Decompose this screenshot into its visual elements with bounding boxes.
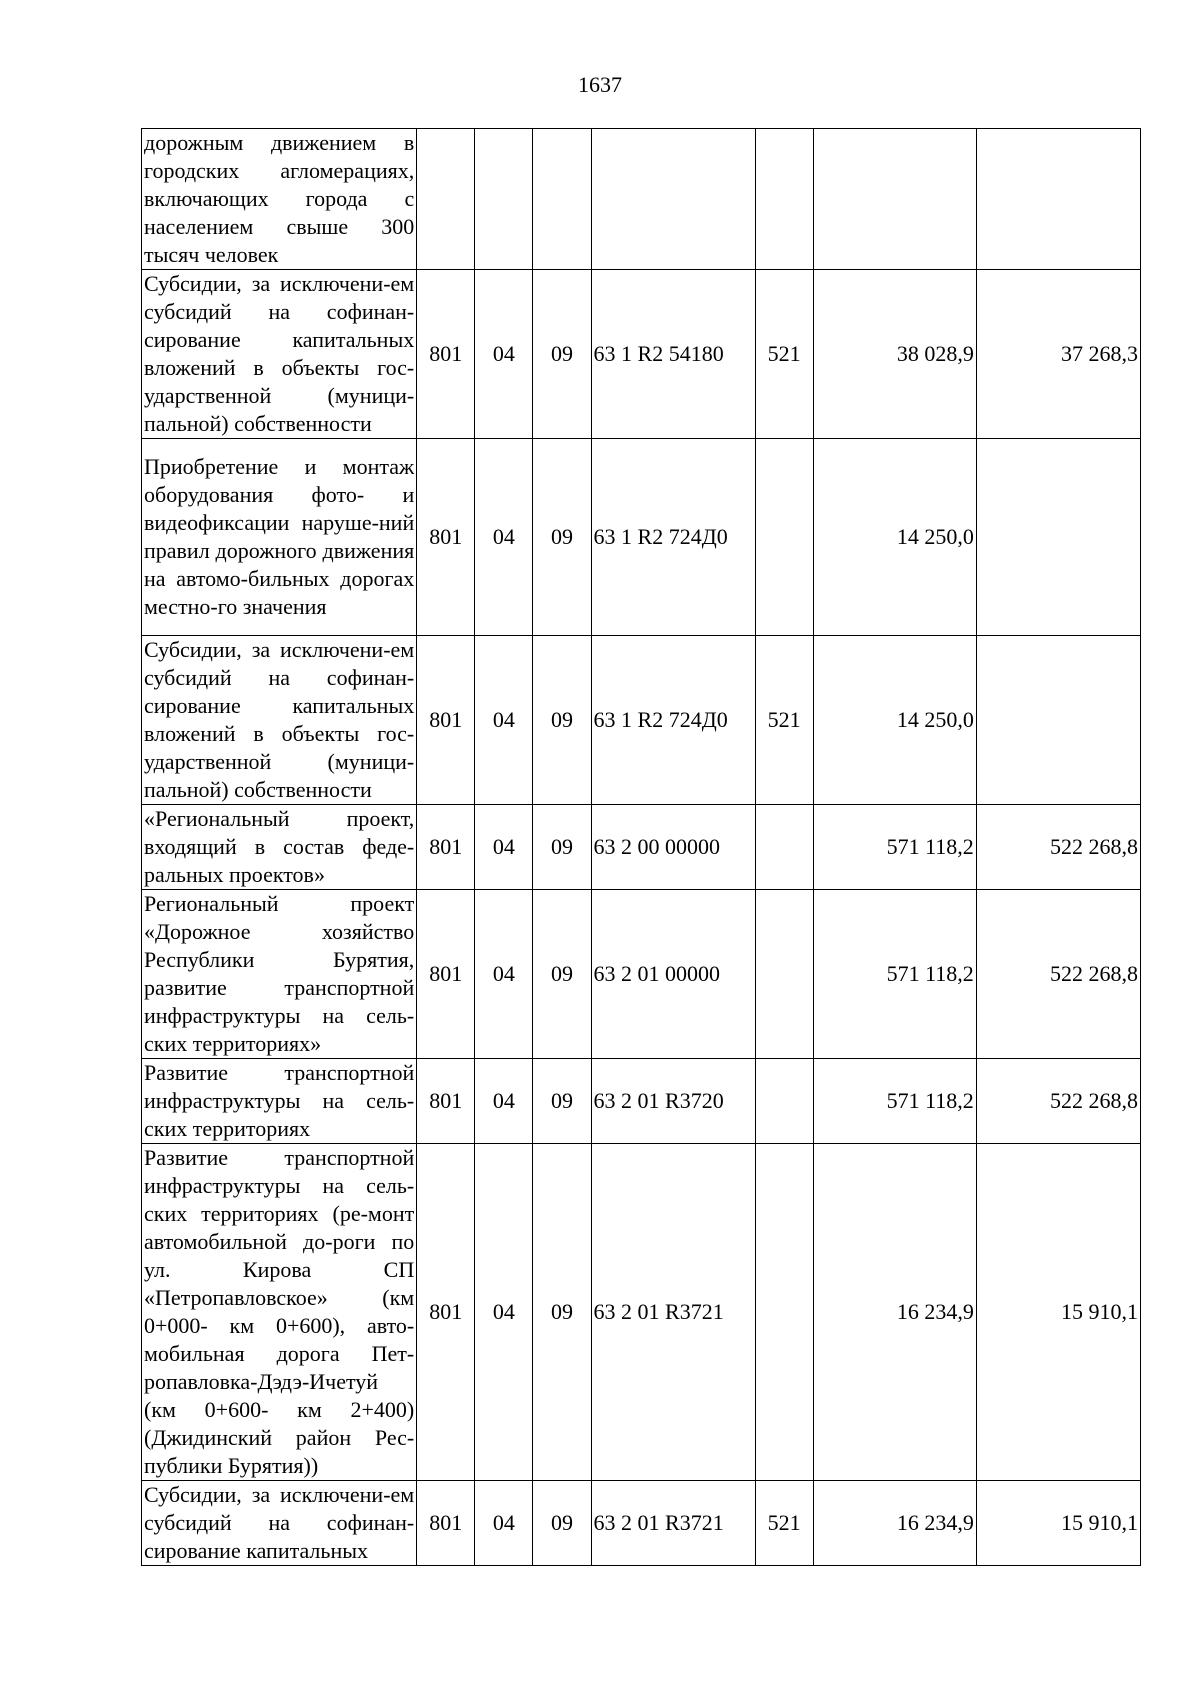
- amount-year-2: 37 268,3: [976, 270, 1140, 439]
- section-code: 04: [475, 1144, 533, 1481]
- amount-year-1: 16 234,9: [813, 1481, 976, 1566]
- table-row: [142, 270, 1141, 439]
- table-row: [142, 129, 1141, 270]
- expense-type-code: 521: [755, 270, 813, 439]
- ministry-code: 801: [417, 636, 475, 805]
- row-name: Субсидии, за исключени-ем субсидий на софинан-сирование капитальных вложений в объекты гос-ударственной (муници-пальной) собственности: [142, 636, 417, 805]
- table-row: [142, 636, 1141, 805]
- ministry-code: 801: [417, 1059, 475, 1144]
- section-code: 04: [475, 890, 533, 1059]
- amount-year-2: 15 910,1: [976, 1144, 1140, 1481]
- subsection-code: 09: [533, 1481, 591, 1566]
- expense-type-code: [755, 1144, 813, 1481]
- ministry-code: 801: [417, 805, 475, 890]
- section-code: [475, 129, 533, 270]
- amount-year-2: 15 910,1: [976, 1481, 1140, 1566]
- table-row: [142, 1144, 1141, 1481]
- ministry-code: 801: [417, 1481, 475, 1566]
- amount-year-2: [976, 129, 1140, 270]
- amount-year-1: 38 028,9: [813, 270, 976, 439]
- amount-year-1: [813, 129, 976, 270]
- table-row: [142, 1481, 1141, 1566]
- amount-year-1: 571 118,2: [813, 890, 976, 1059]
- ministry-code: 801: [417, 1144, 475, 1481]
- target-article-code: 63 1 R2 724Д0: [591, 439, 755, 636]
- target-article-code: 63 2 01 R3720: [591, 1059, 755, 1144]
- ministry-code: 801: [417, 890, 475, 1059]
- subsection-code: 09: [533, 890, 591, 1059]
- subsection-code: 09: [533, 270, 591, 439]
- expense-type-code: [755, 1059, 813, 1144]
- subsection-code: 09: [533, 1059, 591, 1144]
- section-code: 04: [475, 805, 533, 890]
- target-article-code: 63 2 00 00000: [591, 805, 755, 890]
- amount-year-1: 571 118,2: [813, 1059, 976, 1144]
- amount-year-2: [976, 439, 1140, 636]
- amount-year-2: 522 268,8: [976, 890, 1140, 1059]
- ministry-code: 801: [417, 439, 475, 636]
- row-name: дорожным движением в городских агломерациях, включающих города с населением свыше 300 тысяч человек: [142, 129, 417, 270]
- row-name: Субсидии, за исключени-ем субсидий на софинан-сирование капитальных вложений в объекты гос-ударственной (муници-пальной) собственности: [142, 270, 417, 439]
- target-article-code: 63 1 R2 54180: [591, 270, 755, 439]
- section-code: 04: [475, 439, 533, 636]
- target-article-code: [591, 129, 755, 270]
- row-name: Развитие транспортной инфраструктуры на сель-ских территориях (ре-монт автомобильной до-роги по ул. Кирова СП «Петропавловское» (км 0+000- км 0+600), авто-мобильная дорога Пет-ропавловка-Дэдэ-Ичетуй (км 0+600- км 2+400) (Джидинский район Рес-публики Бурятия)): [142, 1144, 417, 1481]
- row-name: «Региональный проект, входящий в состав феде-ральных проектов»: [142, 805, 417, 890]
- expense-type-code: [755, 439, 813, 636]
- row-name: Субсидии, за исключени-ем субсидий на софинан-сирование капитальных: [142, 1481, 417, 1566]
- target-article-code: 63 2 01 R3721: [591, 1481, 755, 1566]
- expense-type-code: 521: [755, 1481, 813, 1566]
- target-article-code: 63 2 01 R3721: [591, 1144, 755, 1481]
- subsection-code: 09: [533, 1144, 591, 1481]
- amount-year-1: 16 234,9: [813, 1144, 976, 1481]
- section-code: 04: [475, 270, 533, 439]
- table-row: [142, 890, 1141, 1059]
- subsection-code: 09: [533, 439, 591, 636]
- target-article-code: 63 1 R2 724Д0: [591, 636, 755, 805]
- table-row: [142, 805, 1141, 890]
- expense-type-code: [755, 805, 813, 890]
- ministry-code: 801: [417, 270, 475, 439]
- amount-year-2: 522 268,8: [976, 805, 1140, 890]
- subsection-code: 09: [533, 805, 591, 890]
- section-code: 04: [475, 1059, 533, 1144]
- target-article-code: 63 2 01 00000: [591, 890, 755, 1059]
- expense-type-code: 521: [755, 636, 813, 805]
- subsection-code: [533, 129, 591, 270]
- page-number: 1637: [578, 72, 622, 97]
- amount-year-2: 522 268,8: [976, 1059, 1140, 1144]
- expense-type-code: [755, 129, 813, 270]
- amount-year-1: 14 250,0: [813, 439, 976, 636]
- row-name: Региональный проект «Дорожное хозяйство Республики Бурятия, развитие транспортной инфраструктуры на сель-ских территориях»: [142, 890, 417, 1059]
- amount-year-1: 14 250,0: [813, 636, 976, 805]
- row-name: Приобретение и монтаж оборудования фото- и видеофиксации наруше-ний правил дорожного движения на автомо-бильных дорогах местно-го значения: [142, 439, 417, 636]
- amount-year-1: 571 118,2: [813, 805, 976, 890]
- budget-table: [141, 128, 1141, 1566]
- expense-type-code: [755, 890, 813, 1059]
- ministry-code: [417, 129, 475, 270]
- section-code: 04: [475, 636, 533, 805]
- row-name: Развитие транспортной инфраструктуры на сель-ских территориях: [142, 1059, 417, 1144]
- table-row: [142, 1059, 1141, 1144]
- section-code: 04: [475, 1481, 533, 1566]
- table-row: [142, 439, 1141, 636]
- amount-year-2: [976, 636, 1140, 805]
- subsection-code: 09: [533, 636, 591, 805]
